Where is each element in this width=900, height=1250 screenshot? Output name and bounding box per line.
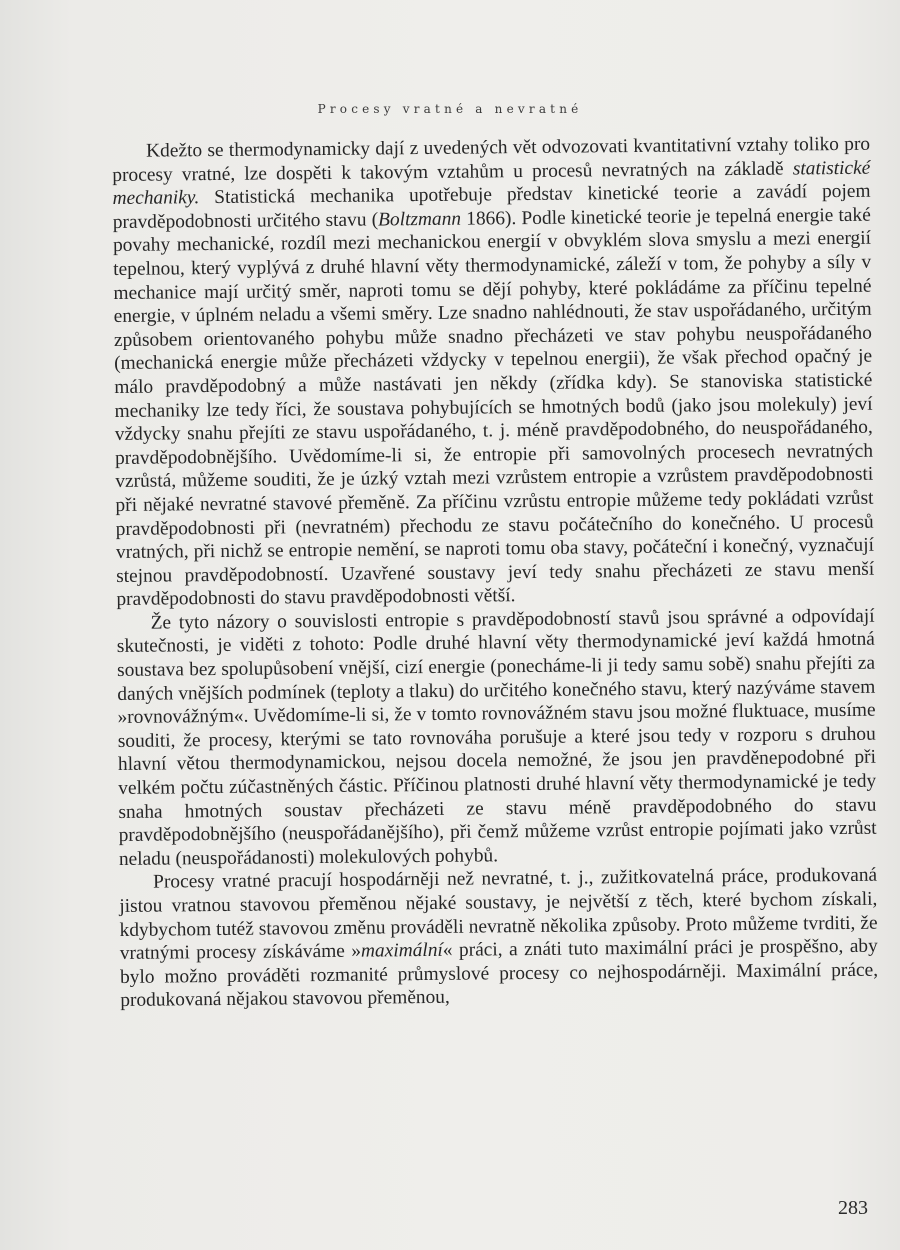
running-head: Procesy vratné a nevratné: [317, 102, 583, 116]
text-run: Statistická mechanika upotřebuje představ kinetické teorie a zavádí pojem pravděpodobnosti určitého stavu (: [112, 180, 871, 233]
paragraph-1: [112, 133, 874, 612]
text-run: Že tyto názory o souvislosti entropie s pravděpodobností stavů jsou správné a odpovídají skutečnosti, je viděti z tohoto: Podle druhé hlavní věty thermodynamické jeví každá hmotná soustava bez spolupůsobení vnější, cizí energie (ponecháme-li ji tedy samu sobě) snahu přejíti za daných vnějších podmínek (teploty a tlaku) do určitého konečného stavu, který nazýváme stavem »rovnovážným«. Uvědomíme-li si, že v tomto rovnovážném stavu jsou možné fluktuace, musíme souditi, že procesy, kterými se tato rovnováha porušuje a které jsou tedy v rozporu s druhou hlavní větou thermodynamickou, nejsou docela nemožné, že jsou jen pravděnepodobné při velkém počtu zúčastněných částic. Příčinou platnosti druhé hlavní věty thermodynamické je tedy snaha hmotných soustav přecházeti ze stavu méně pravděpodobného do stavu pravděpodobnějšího (neuspořádanějšího), při čemž můžeme vzrůst entropie pojímati jako vzrůst neladu (neuspořádanosti) molekulových pohybů.: [116, 605, 877, 870]
body-text: [112, 133, 878, 1013]
text-run: « práci, a znáti tuto maximální práci je prospěšno, aby bylo možno prováděti rozmanité průmyslové procesy co nejhospodárněji. Maximální práce, produkovaná nějakou stavovou přeměnou,: [119, 935, 879, 1012]
page-number: 283: [838, 1197, 868, 1219]
text-run: 1866). Podle kinetické teorie je tepelná energie také povahy mechanické, rozdíl mezi mechanickou energií v obvyklém slova smyslu a mezi energií tepelnou, který vyplývá z druhé hlavní věty thermodynamické, záleží v tom, že pohyby a síly v mechanice mají určitý směr, naproti tomu se dějí pohyby, které pokládáme za příčinu tepelné energie, v úplném neladu a všemi směry. Lze snadno nahlédnouti, že stav uspořádaného, určitým způsobem orientovaného pohybu může snadno přecházeti ve stav pohybu neuspořádaného (mechanická energie může přecházeti vždycky v tepelnou energii), že však přechod opačný je málo pravděpodobný a může nastávati jen někdy (zřídka kdy). Se stanoviska statistické mechaniky lze tedy říci, že soustava pohybujících se hmotných bodů (jako jsou molekuly) jeví vždycky snahu přejíti ze stavu uspořádaného, t. j. méně pravděpodobného, do neuspořádaného, pravděpodobnějšího. Uvědomíme-li si, že entropie při samovolných procesech nevratných vzrůstá, můžeme souditi, že je úzký vztah mezi vzrůstem entropie a vzrůstem pravděpodobnosti při nějaké nevratné stavové přeměně. Za příčinu vzrůstu entropie můžeme tedy pokládati vzrůst pravděpodobnosti při (nevratném) přechodu ze stavu počátečního do konečného. U procesů vratných, při nichž se entropie nemění, se naproti tomu oba stavy, počáteční i konečný, vyznačují stejnou pravděpodobností. Uzavřené soustavy jeví tedy snahu přecházeti ze stavu menší pravděpodobnosti do stavu pravděpodobnosti větší.: [112, 204, 875, 611]
italic-term: maximální: [360, 940, 443, 962]
paragraph-2: [117, 605, 877, 872]
italic-name: Boltzmann: [378, 208, 462, 231]
text-run: Procesy vratné pracují hospodárněji než nevratné, t. j., zužitkovatelná práce, produkovaná jistou vratnou stavovou přeměnou nějaké soustavy, je největší z těch, které bychom získali, kdybychom tutéž stavovou změnu prováděli nevratně několika způsoby. Proto můžeme tvrditi, že vratnými procesy získáváme »: [119, 865, 878, 965]
text-run: Kdežto se thermodynamicky dají z uvedených vět odvozovati kvantitativní vztahy toliko pro procesy vratné, lze dospěti k takovým vztahům u procesů nevratných na základě: [112, 133, 871, 186]
italic-term: statistické mechaniky.: [112, 157, 871, 210]
paragraph-3: [119, 864, 878, 1013]
